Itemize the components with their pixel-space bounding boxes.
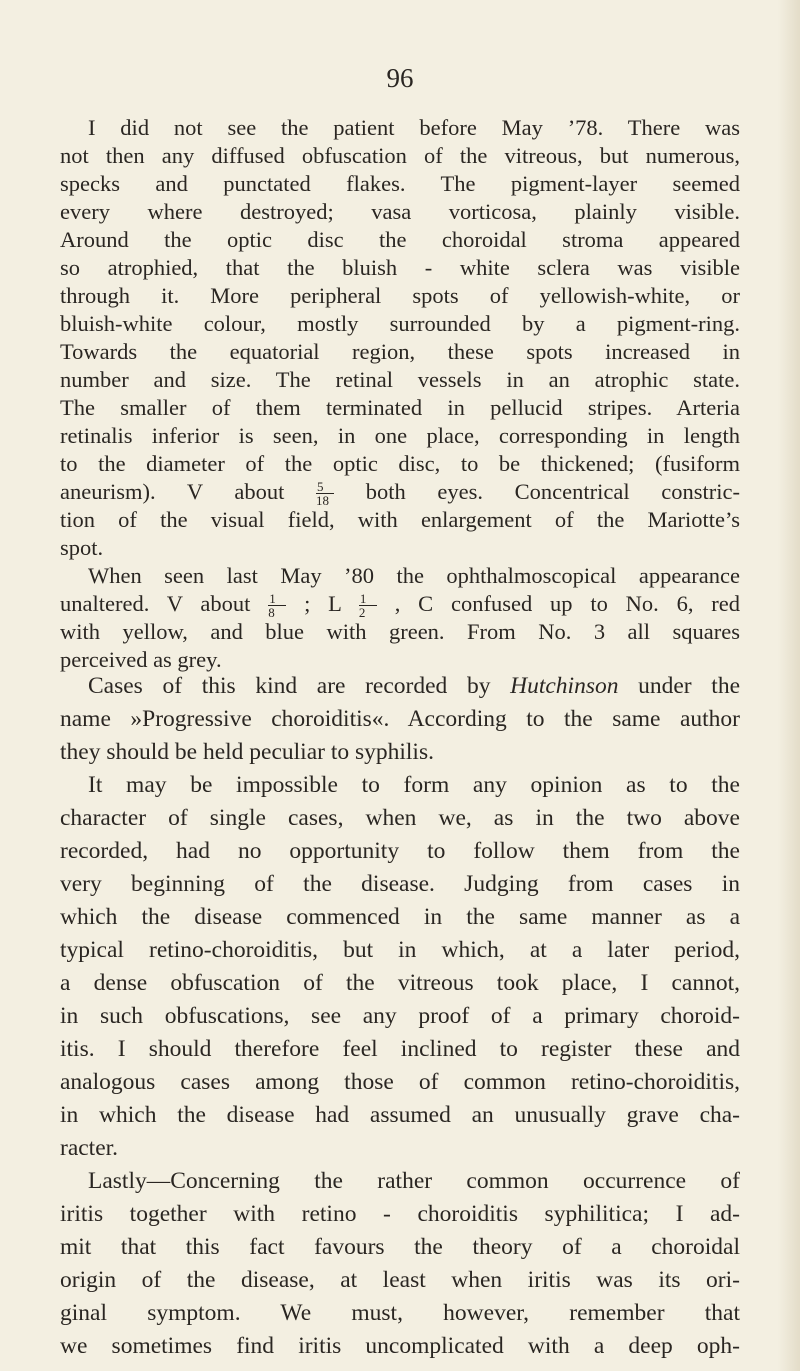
text-line: to the diameter of the optic disc, to be thickened; (fusiform: [60, 451, 740, 476]
text-line: bluish-white colour, mostly surrounded by a pigment-ring.: [60, 311, 740, 336]
fraction-5-18: [316, 480, 334, 507]
text-line: Towards the equatorial region, these spots increased in: [60, 339, 740, 364]
text-line: analogous cases among those of common retino-choroiditis,: [60, 1069, 740, 1095]
text-line: which the disease commenced in the same manner as a: [60, 904, 740, 930]
text-line: not then any diffused obfuscation of the vitreous, but numerous,: [60, 143, 740, 168]
text-line: in which the disease had assumed an unusually grave cha-: [60, 1102, 740, 1128]
text-line: in such obfuscations, see any proof of a primary choroid-: [60, 1003, 740, 1029]
text-line: itis. I should therefore feel inclined to register these and: [60, 1036, 740, 1062]
text-segment: aneurism). V about: [60, 479, 285, 504]
text-line: tion of the visual field, with enlargement of the Mariotte’s: [60, 507, 740, 532]
page-edge-shadow: [778, 0, 800, 1371]
text-line: with yellow, and blue with green. From No. 3 all squares: [60, 619, 740, 644]
text-segment: ; L: [304, 591, 342, 616]
fraction-denominator: 2: [358, 605, 366, 621]
text-line: through it. More peripheral spots of yellowish-white, or: [60, 283, 740, 308]
text-line: The smaller of them terminated in pellucid stripes. Arteria: [60, 395, 740, 420]
text-segment: Cases of this kind are recorded by: [88, 673, 491, 699]
fraction-denominator: 8: [268, 605, 275, 621]
text-line: iritis together with retino - choroiditis syphilitica; I ad-: [60, 1201, 740, 1227]
text-line: every where destroyed; vasa vorticosa, plainly visible.: [60, 199, 740, 224]
fraction-numerator: 1: [268, 592, 286, 606]
text-line: racter.: [60, 1135, 119, 1161]
text-line: spot.: [60, 535, 104, 560]
text-segment: under the: [638, 673, 740, 699]
text-line: When seen last May ’80 the ophthalmoscopical appearance: [88, 563, 740, 588]
text-line: perceived as grey.: [60, 647, 222, 672]
text-line-with-author: [60, 670, 740, 703]
text-line-with-fraction: [60, 478, 740, 509]
text-line: so atrophied, that the bluish - white sclera was visible: [60, 255, 740, 280]
text-line: retinalis inferior is seen, in one place, corresponding in length: [60, 423, 740, 448]
text-line: I did not see the patient before May ’78. There was: [88, 115, 740, 140]
text-line: recorded, had no opportunity to follow them from the: [60, 838, 740, 864]
text-line: specks and punctated flakes. The pigment-layer seemed: [60, 171, 740, 196]
discussion: [60, 670, 740, 1363]
text-line: typical retino-choroiditis, but in which, at a later period,: [60, 937, 740, 963]
text-line: a dense obfuscation of the vitreous took place, I cannot,: [60, 970, 740, 996]
text-segment: both eyes. Concentrical constric-: [365, 479, 740, 504]
fraction-1-2: [359, 592, 377, 619]
fraction-1-8: [268, 592, 286, 619]
author-name: Hutchinson: [510, 673, 619, 699]
text-segment: unaltered. V about: [60, 591, 251, 616]
fraction-numerator: 5: [316, 480, 334, 494]
text-line: character of single cases, when we, as in the two above: [60, 805, 740, 831]
text-line: origin of the disease, at least when iritis was its ori-: [60, 1267, 740, 1293]
text-line: we sometimes find iritis uncomplicated with a deep oph-: [60, 1333, 740, 1359]
text-line: ginal symptom. We must, however, remember that: [60, 1300, 740, 1326]
fraction-denominator: 18: [316, 493, 330, 509]
text-line: very beginning of the disease. Judging from cases in: [60, 871, 740, 897]
text-line: It may be impossible to form any opinion as to the: [88, 772, 740, 798]
text-line: Around the optic disc the choroidal stroma appeared: [60, 227, 740, 252]
fraction-numerator: 1: [359, 592, 377, 606]
text-line: they should be held peculiar to syphilis.: [60, 739, 434, 765]
text-line-with-fraction: [60, 590, 741, 621]
text-line: Lastly—Concerning the rather common occurrence of: [88, 1168, 740, 1194]
text-line: number and size. The retinal vessels in an atrophic state.: [60, 367, 740, 392]
text-line: mit that this fact favours the theory of a choroidal: [60, 1234, 740, 1260]
text-segment: , C confused up to No. 6, red: [394, 591, 741, 616]
page-number: 96: [386, 63, 414, 93]
case-description: [60, 114, 740, 674]
text-line: name »Progressive choroiditis«. According to the same author: [60, 706, 740, 732]
